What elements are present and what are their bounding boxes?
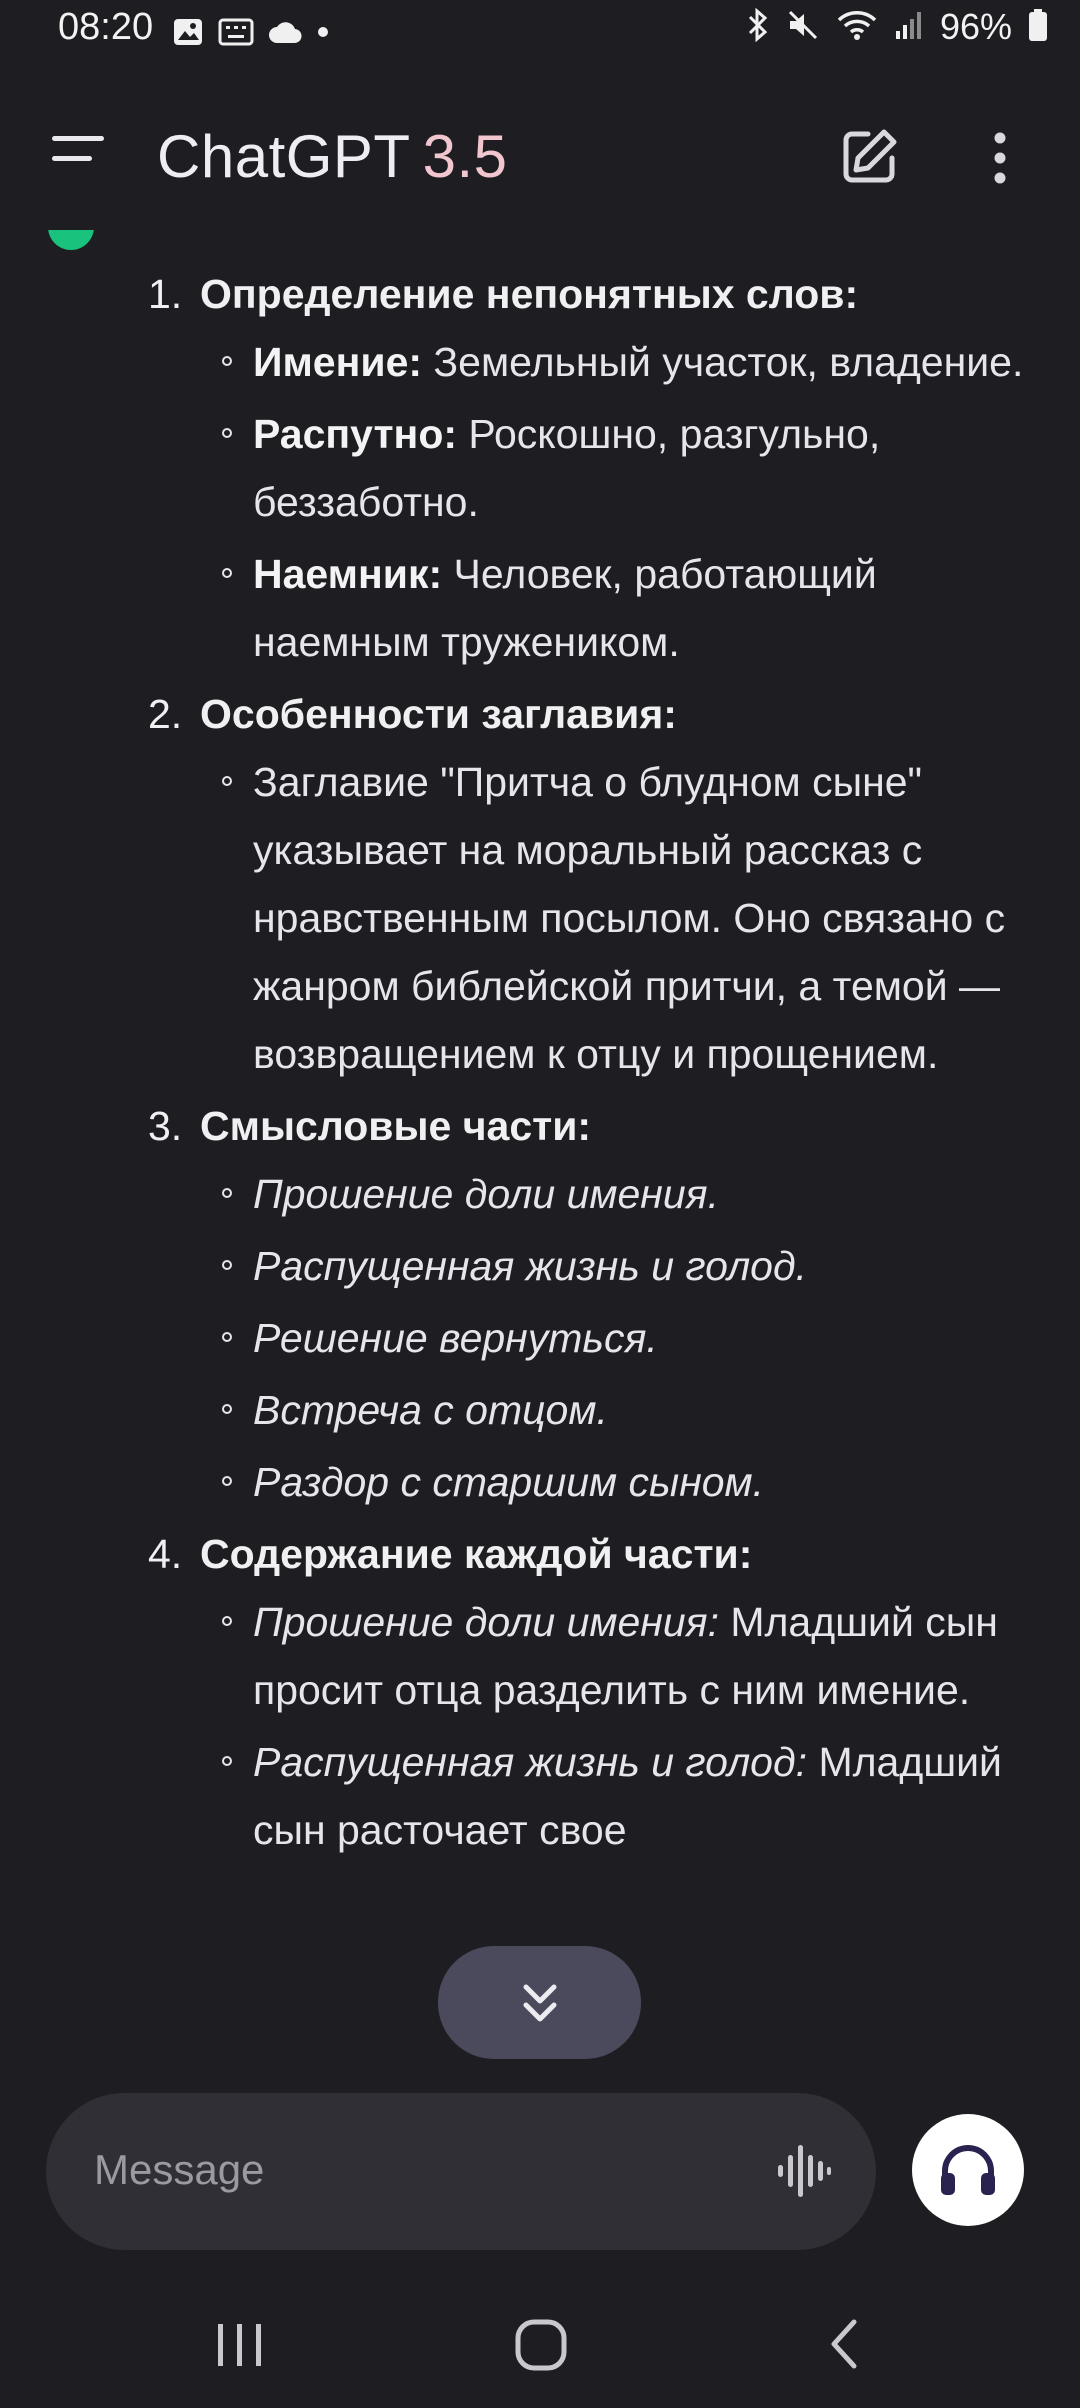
mute-icon [786, 8, 820, 47]
list-item: Имение: Земельный участок, владение. [0, 328, 1080, 396]
menu-button[interactable] [48, 136, 108, 180]
list-item: Наемник: Человек, работающий наемным тружеником. [0, 540, 1080, 676]
message-composer [46, 2093, 876, 2250]
list-section-4: 4. Содержание каждой части: Прошение доли имения: Младший сын просит отца разделить с ним имение. Распущенная жизнь и голод: Младший сын расточает свое [0, 1520, 1080, 1864]
image-icon [172, 16, 204, 53]
list-item: Раздор с старшим сыном. [0, 1448, 1080, 1516]
assistant-avatar [48, 230, 94, 250]
battery-icon [1028, 8, 1048, 47]
section-title: Смысловые части: [200, 1103, 592, 1149]
app-name: ChatGPT [157, 123, 411, 190]
list-item: Распущенная жизнь и голод. [0, 1232, 1080, 1300]
dot-icon [316, 25, 330, 44]
cloud-icon [268, 19, 302, 50]
edit-icon [838, 126, 900, 188]
status-bar [0, 0, 1080, 64]
home-icon[interactable] [514, 2318, 568, 2377]
list-item: Заглавие "Притча о блудном сыне" указывает на моральный рассказ с нравственным посылом. Оно связано с жанром библейской притчи, а темой — возвращением к отцу и прощением. [0, 748, 1080, 1088]
keyboard-icon [218, 16, 254, 53]
menu-icon [52, 136, 104, 141]
section-title: Особенности заглавия: [200, 691, 677, 737]
list-section-3: 3. Смысловые части: Прошение доли имения. Распущенная жизнь и голод. Решение вернуться. Встреча с отцом. Раздор с старшим сыном. [0, 1092, 1080, 1516]
app-bar [0, 100, 1080, 215]
list-section-2: 2. Особенности заглавия: Заглавие "Притча о блудном сыне" указывает на моральный рассказ с нравственным посылом. Оно связано с жанром библейской притчи, а темой — возвращением к отцу и прощением. [0, 680, 1080, 1088]
chat-message [0, 230, 1080, 2090]
scroll-down-button[interactable] [438, 1946, 641, 2059]
list-item: Распутно: Роскошно, разгульно, беззаботно. [0, 400, 1080, 536]
waveform-icon[interactable] [776, 2141, 832, 2206]
wifi-icon [836, 8, 878, 47]
model-version: 3.5 [422, 123, 508, 190]
status-time: 08:20 [58, 6, 154, 48]
back-icon[interactable] [826, 2316, 860, 2377]
section-title: Определение непонятных слов: [200, 271, 859, 317]
chevrons-down-icon [518, 1979, 562, 2027]
voice-mode-button[interactable] [912, 2114, 1024, 2226]
list-item: Прошение доли имения. [0, 1160, 1080, 1228]
list-section-1: 1. Определение непонятных слов: Имение: Земельный участок, владение. Распутно: Роскошно, разгульно, беззаботно. Наемник: Человек, работающий наемным тружеником. [0, 260, 1080, 676]
list-item: Решение вернуться. [0, 1304, 1080, 1372]
list-item: Распущенная жизнь и голод: Младший сын расточает свое [0, 1728, 1080, 1864]
message-input[interactable] [92, 2133, 736, 2207]
headphones-icon [937, 2141, 999, 2199]
recents-icon[interactable] [214, 2320, 266, 2375]
signal-icon [894, 9, 924, 46]
list-item: Прошение доли имения: Младший сын просит отца разделить с ним имение. [0, 1588, 1080, 1724]
app-title[interactable] [157, 122, 508, 191]
more-options-button[interactable] [985, 130, 1015, 186]
new-chat-button[interactable] [838, 126, 900, 188]
battery-percent: 96% [939, 6, 1012, 47]
section-title: Содержание каждой части: [200, 1531, 753, 1577]
list-item: Встреча с отцом. [0, 1376, 1080, 1444]
answer-list [0, 260, 1080, 1868]
more-vertical-icon [985, 130, 1015, 186]
navigation-bar [0, 2290, 1080, 2408]
bluetooth-icon [746, 8, 770, 47]
